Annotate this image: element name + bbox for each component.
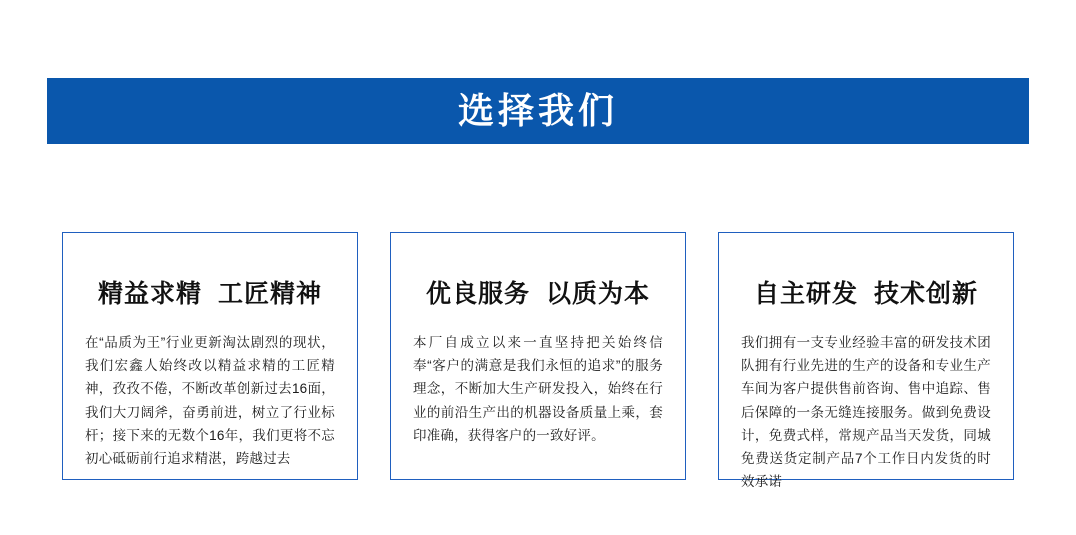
feature-card-title: 优良服务 以质为本 [426, 280, 650, 308]
feature-card [718, 232, 1014, 490]
feature-card-title: 精益求精 工匠精神 [98, 280, 322, 308]
feature-card-list [62, 232, 1014, 490]
feature-card-title: 自主研发 技术创新 [754, 280, 978, 308]
section-banner [47, 78, 1029, 144]
feature-card-body: 在“品质为王”行业更新淘汰剧烈的现状，我们宏鑫人始终改以精益求精的工匠精神，孜孜不倦，不断改革创新过去16面，我们大刀阔斧，奋勇前进，树立了行业标杆；接下来的无数个16年，我们更将不忘初心砥砺前行追求精湛，跨越过去 [85, 335, 335, 467]
banner-title: 选择我们 [457, 90, 618, 131]
feature-card-body: 本厂自成立以来一直坚持把关始终信奉“客户的满意是我们永恒的追求”的服务理念，不断加大生产研发投入，始终在行业的前沿生产出的机器设备质量上乘，套印准确，获得客户的一致好评。 [413, 335, 663, 443]
feature-card [390, 232, 686, 480]
feature-card [62, 232, 358, 480]
feature-card-body: 我们拥有一支专业经验丰富的研发技术团队拥有行业先进的生产的设备和专业生产车间为客户提供售前咨询、售中追踪、售后保障的一条无缝连接服务。做到免费设计，免费式样，常规产品当天发货，同城免费送货定制产品7个工作日内发货的时效承诺 [741, 335, 991, 490]
